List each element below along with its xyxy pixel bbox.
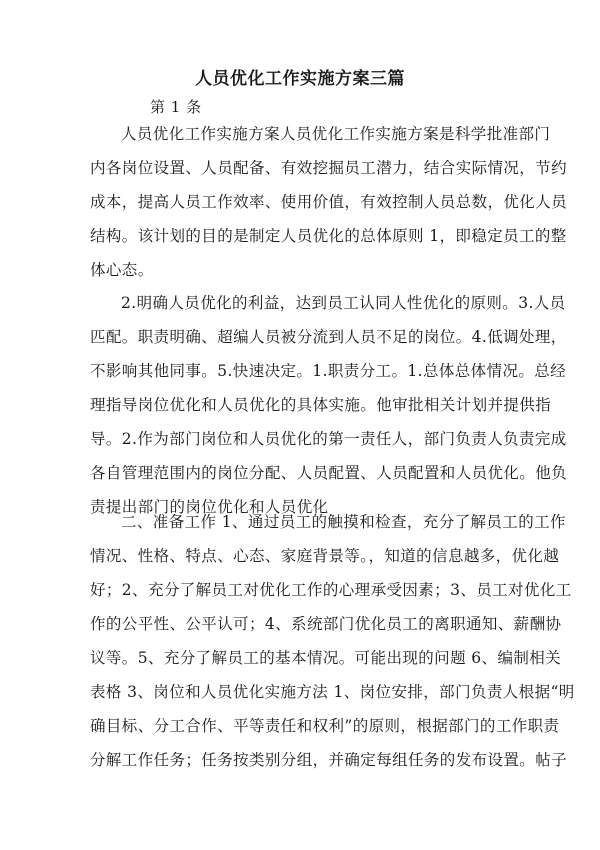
- article-number: 第 1 条: [150, 98, 202, 116]
- paragraph-line: 2.明确人员优化的利益，达到员工认同人性优化的原则。3.人员: [121, 294, 566, 312]
- paragraph-line: 体心态。: [90, 261, 154, 279]
- paragraph-line: 各自管理范围内的岗位分配、人员配置、人员配置和人员优化。他负: [90, 464, 568, 482]
- paragraph-line: 不影响其他同事。5.快速决定。1.职责分工。1.总体总体情况。总经: [90, 362, 567, 380]
- paragraph-line: 议等。5、充分了解员工的基本情况。可能出现的问题 6、编制相关: [90, 649, 562, 667]
- paragraph-line: 分解工作任务；任务按类别分组，并确定每组任务的发布设置。帖子: [90, 751, 568, 769]
- paragraph-line: 作的公平性、公平认可；4、系统部门优化员工的离职通知、薪酬协: [90, 615, 562, 633]
- paragraph-line: 结构。该计划的目的是制定人员优化的总体原则 1，即稳定员工的整: [90, 227, 567, 245]
- paragraph-3: [90, 505, 575, 777]
- paragraph-2: [90, 286, 568, 524]
- paragraph-line: 理指导岗位优化和人员优化的具体实施。他审批相关计划并提供指: [90, 396, 552, 414]
- paragraph-line: 内各岗位设置、人员配备、有效挖掘员工潜力，结合实际情况，节约: [90, 159, 568, 177]
- paragraph-line: 确目标、分工合作、平等责任和权利”的原则，根据部门的工作职责: [90, 717, 560, 735]
- paragraph-line: 情况、性格、特点、心态、家庭背景等。，知道的信息越多，优化越: [90, 547, 560, 565]
- document-title: 人员优化工作实施方案三篇: [195, 69, 405, 89]
- paragraph-line: 成本，提高人员工作效率、使用价值，有效控制人员总数，优化人员: [90, 193, 568, 211]
- paragraph-line: 责提出部门的岗位优化和人员优化: [90, 498, 329, 516]
- paragraph-line: 导。2.作为部门岗位和人员优化的第一责任人，部门负责人负责完成: [90, 430, 567, 448]
- paragraph-line: 人员优化工作实施方案人员优化工作实施方案是科学批准部门: [121, 125, 551, 143]
- paragraph-1: [90, 117, 568, 287]
- paragraph-line: 好；2、充分了解员工对优化工作的心理承受因素；3、员工对优化工: [90, 581, 572, 599]
- paragraph-line: 二、准备工作 1、通过员工的触摸和检查，充分了解员工的工作: [121, 513, 566, 531]
- paragraph-line: 匹配。职责明确、超编人员被分流到人员不足的岗位。4.低调处理，: [90, 328, 567, 346]
- paragraph-line: 表格 3、岗位和人员优化实施方法 1、岗位安排，部门负责人根据“明: [90, 683, 575, 701]
